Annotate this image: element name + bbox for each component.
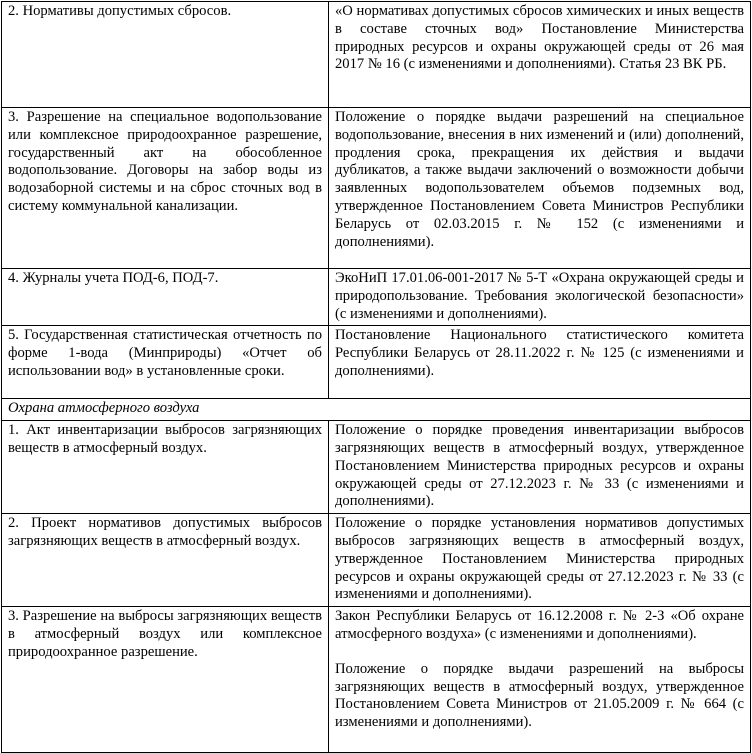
table-row	[2, 108, 751, 269]
requirement-cell: 2. Нормативы допустимых сбросов.	[2, 2, 329, 108]
legal-basis-paragraph: Закон Республики Беларусь от 16.12.2008 г. № 2-З «Об охране атмосферного воздуха» (с изменениями и дополнениями).	[335, 608, 744, 642]
table-row	[2, 421, 751, 514]
legal-basis-paragraph: Положение о порядке выдачи разрешений на выбросы загрязняющих веществ в атмосферный воздух, утвержденное Постановлением Совета Министров от 21.05.2009 г. № 664 (с изменениями и дополнениями).	[335, 660, 744, 731]
legal-basis-cell: Положение о порядке установления нормативов допустимых выбросов загрязняющих веществ в атмосферный воздух, утвержденное Постановлением Министерства природных ресурсов и охраны окружающей среды от 27.12.2023 г. № 33 (с изменениями и дополнениями).	[329, 514, 751, 607]
legal-basis-cell	[329, 607, 751, 753]
section-title: Охрана атмосферного воздуха	[2, 399, 751, 421]
requirement-cell: 2. Проект нормативов допустимых выбросов загрязняющих веществ в атмосферный воздух.	[2, 514, 329, 607]
legal-basis-cell: Постановление Национального статистического комитета Республики Беларусь от 28.11.2022 г. № 125 (с изменениями и дополнениями).	[329, 326, 751, 399]
section-row	[2, 399, 751, 421]
table-row	[2, 326, 751, 399]
legal-basis-cell: ЭкоНиП 17.01.06-001-2017 № 5-Т «Охрана окружающей среды и природопользование. Требования экологической безопасности» (с изменениями и дополнениями).	[329, 269, 751, 326]
legal-basis-cell: «О нормативах допустимых сбросов химических и иных веществ в составе сточных вод» Постановление Министерства природных ресурсов и охраны окружающей среды от 26 мая 2017 № 16 (с изменениями и дополнениями). Статья 23 ВК РБ.	[329, 2, 751, 108]
table-row	[2, 607, 751, 753]
legal-basis-cell: Положение о порядке проведения инвентаризации выбросов загрязняющих веществ в атмосферный воздух, утвержденное Постановлением Министерства природных ресурсов и охраны окружающей среды от 27.12.2023 г. № 33 (с изменениями и дополнениями).	[329, 421, 751, 514]
requirement-cell: 1. Акт инвентаризации выбросов загрязняющих веществ в атмосферный воздух.	[2, 421, 329, 514]
legal-basis-cell: Положение о порядке выдачи разрешений на специальное водопользование, внесения в них изменений и (или) дополнений, продления срока, прекращения их действия и выдачи дубликатов, а также выдачи заключений о возможности добычи заявленных водопользователем объемов подземных вод, утвержденное Постановлением Совета Министров Республики Беларусь от 02.03.2015 г. № 152 (с изменениями и дополнениями).	[329, 108, 751, 269]
requirement-cell: 3. Разрешение на специальное водопользование или комплексное природоохранное разрешение, государственный акт на обособленное водопользование. Договоры на забор воды из водозаборной системы и на сброс сточных вод в систему коммунальной канализации.	[2, 108, 329, 269]
table-row	[2, 269, 751, 326]
requirement-cell: 5. Государственная статистическая отчетность по форме 1-вода (Минприроды) «Отчет об использовании вод» в установленные сроки.	[2, 326, 329, 399]
requirement-cell: 4. Журналы учета ПОД-6, ПОД-7.	[2, 269, 329, 326]
requirements-table	[1, 1, 751, 753]
table-row	[2, 514, 751, 607]
table-row	[2, 2, 751, 108]
requirement-cell: 3. Разрешение на выбросы загрязняющих веществ в атмосферный воздух или комплексное природоохранное разрешение.	[2, 607, 329, 753]
